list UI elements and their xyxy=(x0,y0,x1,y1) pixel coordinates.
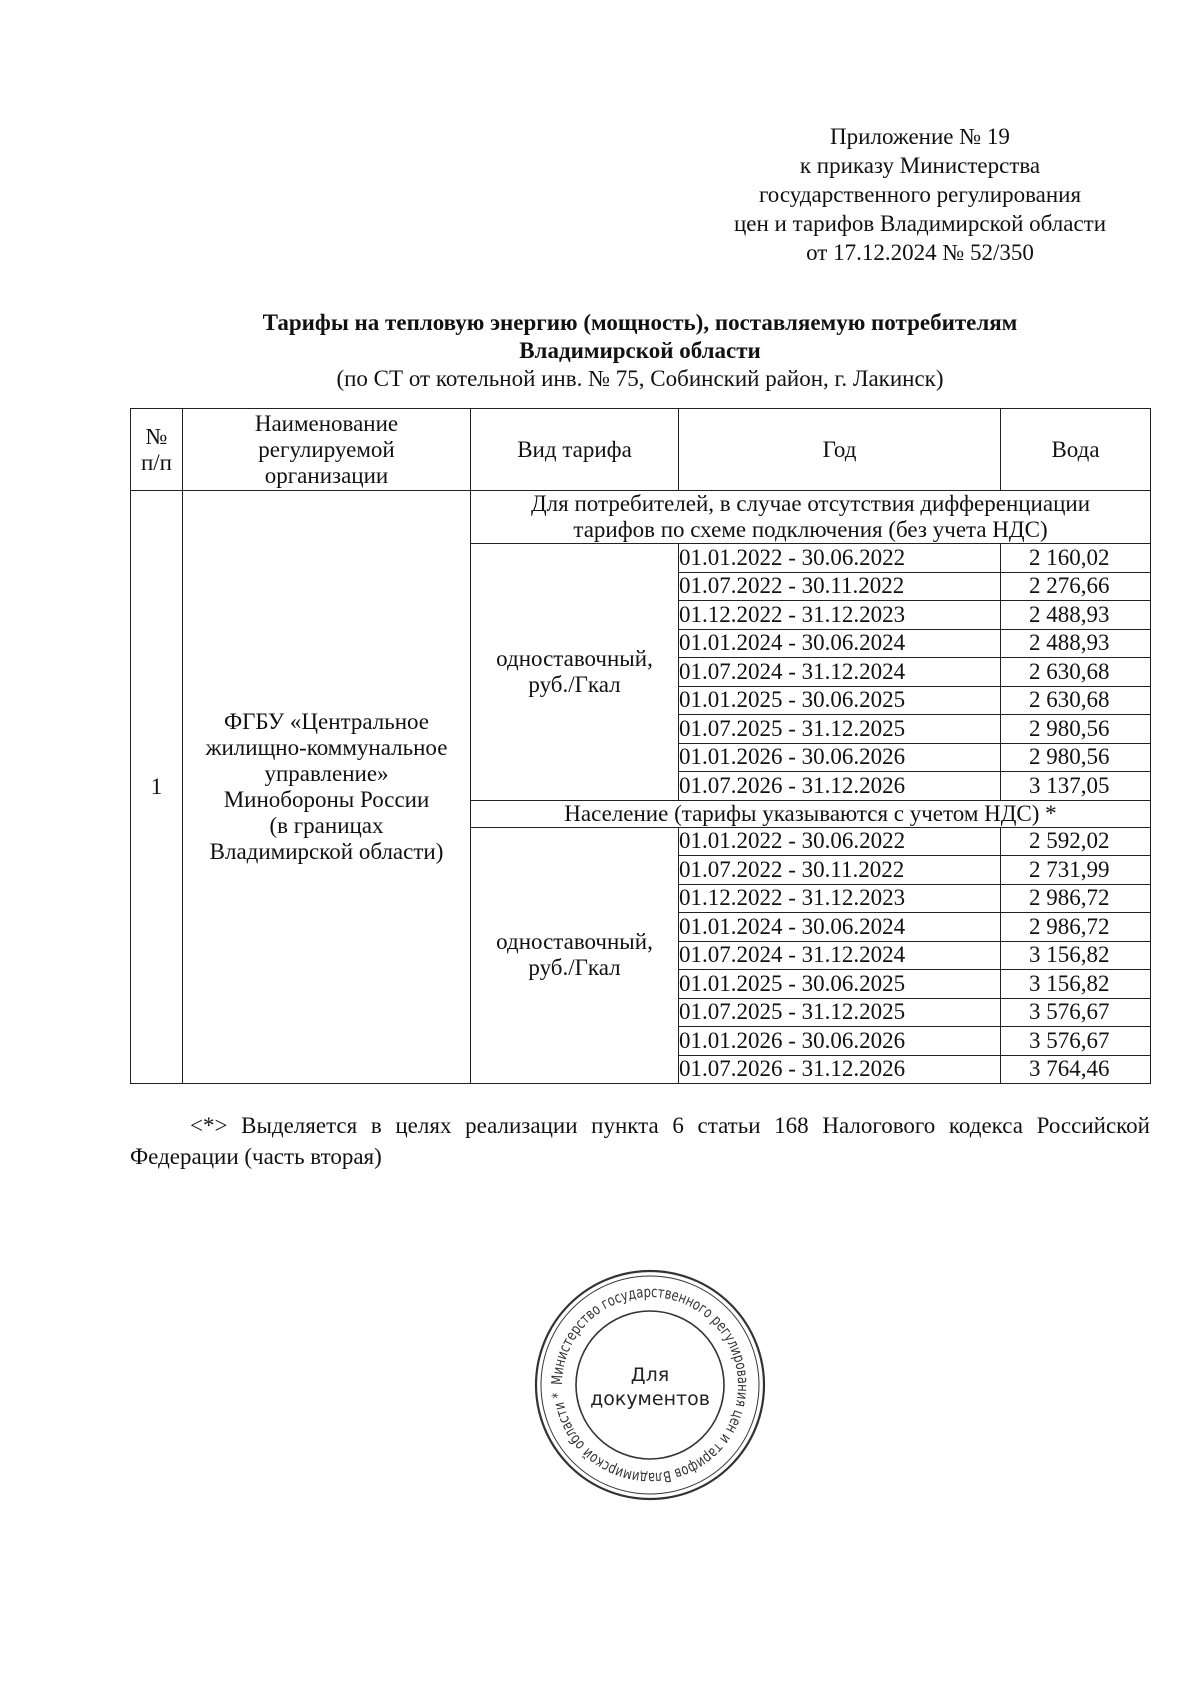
value-cell: 2 630,68 xyxy=(1001,686,1151,715)
header-text: организации xyxy=(264,462,389,488)
period-cell: 01.12.2022 - 31.12.2023 xyxy=(679,601,1001,630)
period-cell: 01.07.2022 - 30.11.2022 xyxy=(679,572,1001,601)
period-cell: 01.07.2026 - 31.12.2026 xyxy=(679,772,1001,801)
value-cell: 3 576,67 xyxy=(1001,998,1151,1027)
row-number: 1 xyxy=(131,491,183,1084)
value-cell: 2 488,93 xyxy=(1001,629,1151,658)
period-cell: 01.01.2024 - 30.06.2024 xyxy=(679,913,1001,942)
tariff-type-line: руб./Гкал xyxy=(528,671,621,697)
period-cell: 01.01.2025 - 30.06.2025 xyxy=(679,970,1001,999)
header-text: Наименование xyxy=(254,410,399,436)
tariff-type-cell xyxy=(471,544,679,801)
section-heading xyxy=(471,491,1151,544)
value-cell: 2 980,56 xyxy=(1001,743,1151,772)
value-cell: 3 576,67 xyxy=(1001,1027,1151,1056)
value-cell: 2 488,93 xyxy=(1001,601,1151,630)
table-header-row xyxy=(131,409,1151,491)
org-line: (в границах xyxy=(269,813,384,838)
value-cell: 3 156,82 xyxy=(1001,970,1151,999)
tariff-table xyxy=(130,408,1151,1084)
stamp-ring-text: Министерство государственного регулирования цен и тарифов Владимирской области * xyxy=(547,1282,753,1488)
value-cell: 2 160,02 xyxy=(1001,544,1151,573)
section-heading-row xyxy=(131,491,1151,544)
org-line: жилищно-коммунальное xyxy=(205,735,448,760)
section-heading-line: Для потребителей, в случае отсутствия дифференциации xyxy=(530,491,1091,516)
period-cell: 01.07.2025 - 31.12.2025 xyxy=(679,998,1001,1027)
title-subtitle: (по СТ от котельной инв. № 75, Собинский район, г. Лакинск) xyxy=(336,366,944,391)
value-cell: 3 137,05 xyxy=(1001,772,1151,801)
org-line: Владимирской области) xyxy=(209,839,444,864)
official-stamp xyxy=(530,1265,770,1505)
header-water: Вода xyxy=(1001,409,1151,491)
value-cell: 2 980,56 xyxy=(1001,715,1151,744)
value-cell: 2 986,72 xyxy=(1001,884,1151,913)
appendix-header xyxy=(700,122,1140,267)
period-cell: 01.01.2022 - 30.06.2022 xyxy=(679,544,1001,573)
appendix-line: цен и тарифов Владимирской области xyxy=(733,211,1107,236)
period-cell: 01.07.2024 - 31.12.2024 xyxy=(679,941,1001,970)
tariff-type-line: руб./Гкал xyxy=(528,955,621,981)
appendix-line: от 17.12.2024 № 52/350 xyxy=(806,240,1034,265)
title-line: Владимирской области xyxy=(519,338,761,363)
period-cell: 01.07.2024 - 31.12.2024 xyxy=(679,658,1001,687)
header-number xyxy=(131,409,183,491)
header-year: Год xyxy=(679,409,1001,491)
period-cell: 01.07.2025 - 31.12.2025 xyxy=(679,715,1001,744)
section-heading-line: тарифов по схеме подключения (без учета НДС) xyxy=(573,517,1048,542)
period-cell: 01.07.2026 - 31.12.2026 xyxy=(679,1055,1001,1084)
header-tariff-type: Вид тарифа xyxy=(471,409,679,491)
period-cell: 01.01.2026 - 30.06.2026 xyxy=(679,743,1001,772)
period-cell: 01.01.2025 - 30.06.2025 xyxy=(679,686,1001,715)
title-line: Тарифы на тепловую энергию (мощность), поставляемую потребителям xyxy=(262,310,1018,335)
value-cell: 3 156,82 xyxy=(1001,941,1151,970)
tariff-type-line: одноставочный, xyxy=(496,929,653,955)
organization-name xyxy=(183,491,471,1084)
header-organization xyxy=(183,409,471,491)
period-cell: 01.01.2024 - 30.06.2024 xyxy=(679,629,1001,658)
org-line: ФГБУ «Центральное xyxy=(223,709,430,734)
footnote: <*> Выделяется в целях реализации пункта 6 статьи 168 Налогового кодекса Российской Федерации (часть вторая) xyxy=(130,1113,1150,1169)
tariff-type-cell xyxy=(471,827,679,1084)
value-cell: 2 986,72 xyxy=(1001,913,1151,942)
header-text: № xyxy=(145,423,168,449)
stamp-center-line: Для xyxy=(630,1364,670,1386)
period-cell: 01.07.2022 - 30.11.2022 xyxy=(679,856,1001,885)
value-cell: 2 630,68 xyxy=(1001,658,1151,687)
value-cell: 2 592,02 xyxy=(1001,827,1151,856)
org-line: Минобороны России xyxy=(223,787,430,812)
period-cell: 01.01.2022 - 30.06.2022 xyxy=(679,827,1001,856)
period-cell: 01.12.2022 - 31.12.2023 xyxy=(679,884,1001,913)
appendix-line: Приложение № 19 xyxy=(830,124,1010,149)
appendix-line: к приказу Министерства xyxy=(799,153,1041,178)
document-title xyxy=(130,309,1150,393)
period-cell: 01.01.2026 - 30.06.2026 xyxy=(679,1027,1001,1056)
header-text: регулируемой xyxy=(258,436,395,462)
tariff-type-line: одноставочный, xyxy=(496,645,653,671)
value-cell: 2 276,66 xyxy=(1001,572,1151,601)
org-line: управление» xyxy=(264,761,389,786)
value-cell: 3 764,46 xyxy=(1001,1055,1151,1084)
stamp-center-line: документов xyxy=(590,1388,710,1410)
section-heading: Население (тарифы указываются с учетом НДС) * xyxy=(471,800,1151,827)
header-text: п/п xyxy=(140,449,172,475)
value-cell: 2 731,99 xyxy=(1001,856,1151,885)
stamp-center-text xyxy=(530,1363,770,1411)
appendix-line: государственного регулирования xyxy=(758,182,1082,207)
